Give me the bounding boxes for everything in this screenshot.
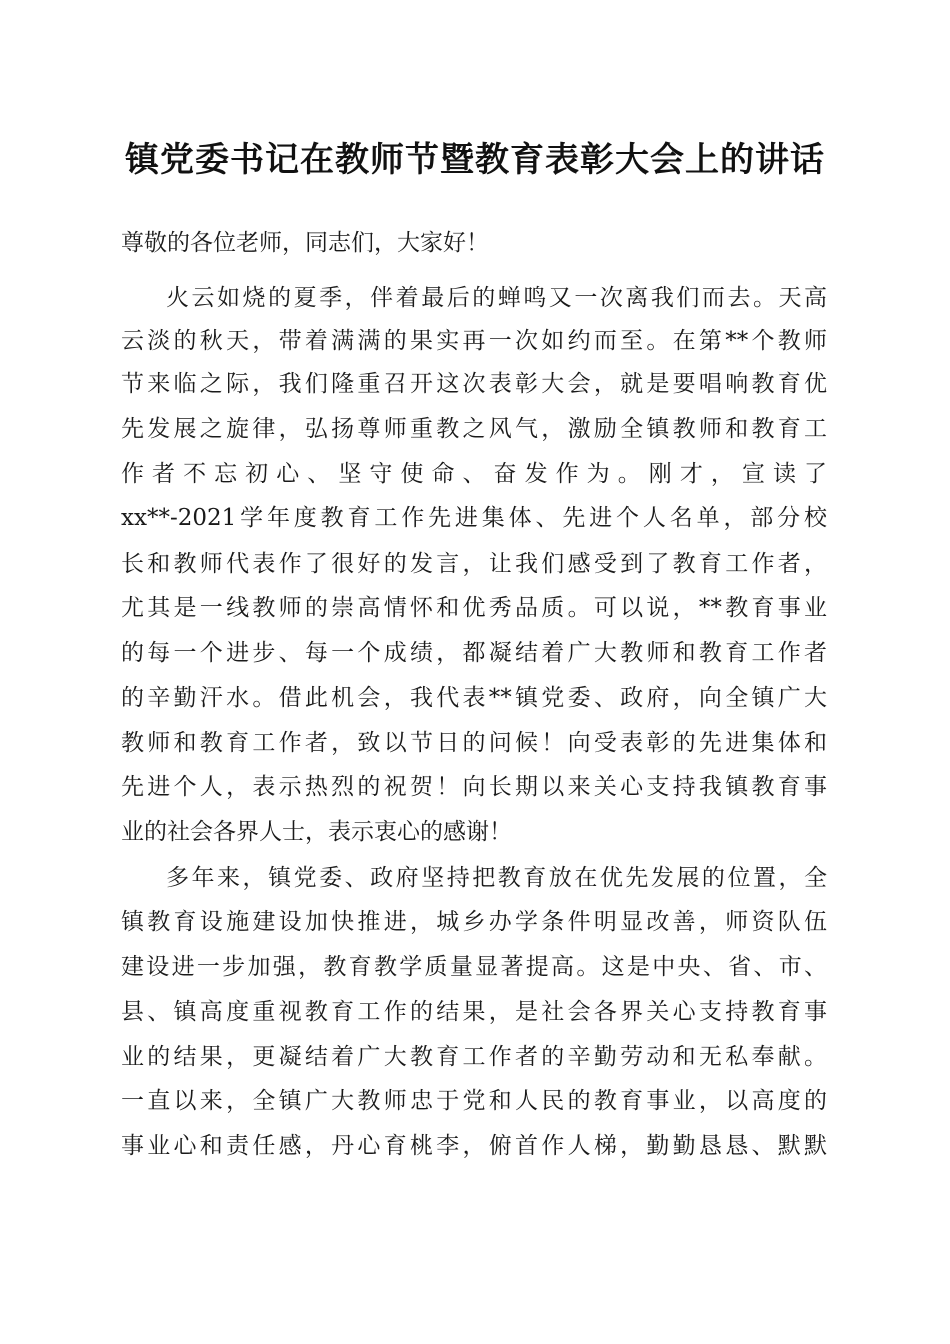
paragraph-1-line: 火云如烧的夏季，伴着最后的蝉鸣又一次离我们而去。天高 — [166, 285, 827, 311]
paragraph-1-line: 业的社会各界人士，表示衷心的感谢！ — [121, 819, 512, 845]
paragraph-1-line: 先发展之旋律，弘扬尊师重教之风气，激励全镇教师和教育工 — [121, 416, 827, 442]
paragraph-2-line: 镇教育设施建设加快推进，城乡办学条件明显改善，师资队伍 — [121, 909, 827, 935]
paragraph-1-line: 的辛勤汗水。借此机会，我代表**镇党委、政府，向全镇广大 — [121, 685, 827, 711]
paragraph-1-line: 长和教师代表作了很好的发言，让我们感受到了教育工作者， — [121, 551, 827, 577]
paragraph-2-line: 建设进一步加强，教育教学质量显著提高。这是中央、省、市、 — [121, 954, 827, 980]
paragraph-1-line: 作者不忘初心、坚守使命、奋发作为。刚才，宣读了 — [121, 461, 827, 487]
paragraph-1-line: 的每一个进步、每一个成绩，都凝结着广大教师和教育工作者 — [121, 640, 827, 666]
paragraph-1-line: 尤其是一线教师的崇高情怀和优秀品质。可以说，**教育事业 — [121, 595, 827, 621]
document-title: 镇党委书记在教师节暨教育表彰大会上的讲话 — [125, 140, 825, 180]
paragraph-2-line: 县、镇高度重视教育工作的结果，是社会各界关心支持教育事 — [121, 999, 827, 1025]
paragraph-1-line: 云淡的秋天，带着满满的果实再一次如约而至。在第**个教师 — [121, 328, 827, 354]
paragraph-1-line: 节来临之际，我们隆重召开这次表彰大会，就是要唱响教育优 — [121, 371, 827, 397]
paragraph-2-line: 业的结果，更凝结着广大教育工作者的辛勤劳动和无私奉献。 — [121, 1044, 827, 1070]
paragraph-2-line: 事业心和责任感，丹心育桃李，俯首作人梯，勤勤恳恳、默默 — [121, 1133, 827, 1159]
paragraph-1-line: xx**-2021学年度教育工作先进集体、先进个人名单，部分校 — [121, 505, 827, 531]
paragraph-1-line: 教师和教育工作者，致以节日的问候！向受表彰的先进集体和 — [121, 730, 827, 756]
paragraph-1-line: 先进个人，表示热烈的祝贺！向长期以来关心支持我镇教育事 — [121, 774, 827, 800]
salutation: 尊敬的各位老师，同志们，大家好！ — [121, 230, 489, 256]
paragraph-2-line: 一直以来，全镇广大教师忠于党和人民的教育事业，以高度的 — [121, 1088, 827, 1114]
paragraph-2-line: 多年来，镇党委、政府坚持把教育放在优先发展的位置，全 — [166, 865, 827, 891]
